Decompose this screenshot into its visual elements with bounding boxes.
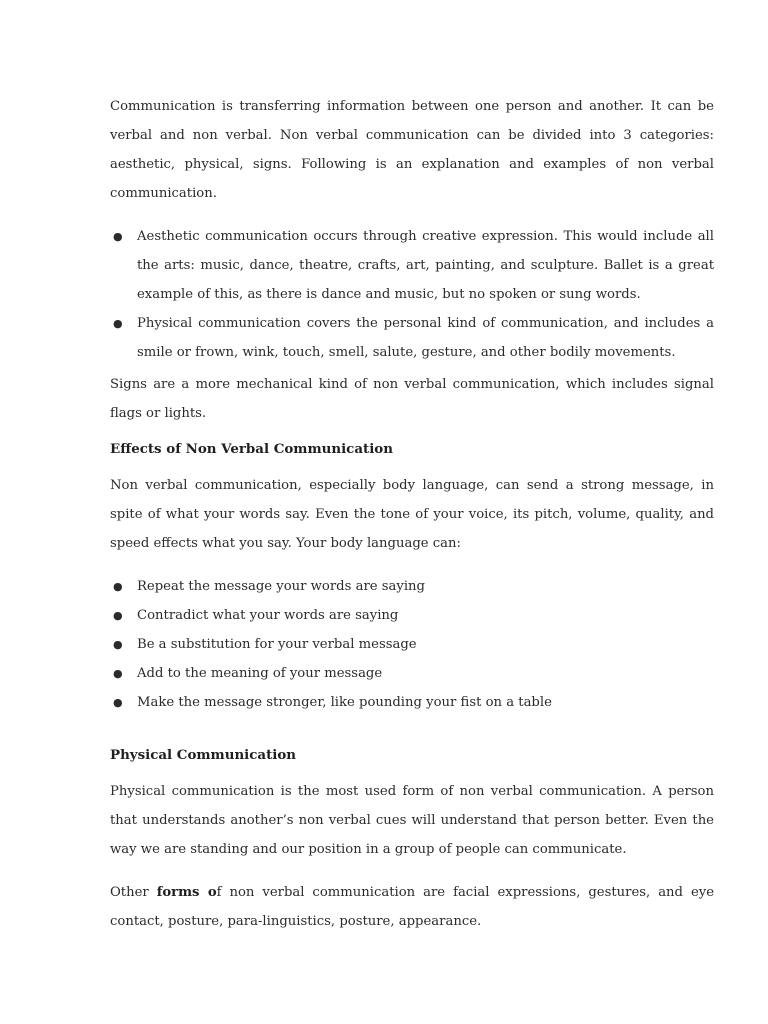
other-forms-rest: f non verbal communication are facial expressions, gestures, and eye contact, posture, para-linguistics, posture, appearance.	[110, 885, 715, 929]
bullet-icon: ●	[113, 696, 123, 709]
list-item-text: Repeat the message your words are saying	[137, 579, 425, 594]
bullet-icon: ●	[113, 230, 123, 243]
document-page	[110, 92, 714, 936]
effects-paragraph: Non verbal communication, especially body language, can send a strong message, in spite of what your words say. Even the tone of your voice, its pitch, volume, quality, and speed effects what you say. Your body language can:	[110, 478, 714, 551]
list-item	[110, 688, 714, 717]
categories-list	[110, 222, 714, 367]
intro-paragraph: Communication is transferring information between one person and another. It can be verbal and non verbal. Non verbal communication can be divided into 3 categories: aesthetic, physical, signs. Following is an explanation and examples of non verbal communication.	[110, 99, 714, 201]
list-item-text: Physical communication covers the personal kind of communication, and includes a smile or frown, wink, touch, smell, salute, gesture, and other bodily movements.	[137, 316, 714, 360]
other-forms-lead: Other	[110, 885, 157, 900]
list-item	[110, 309, 714, 367]
bullet-icon: ●	[113, 667, 123, 680]
list-item	[110, 630, 714, 659]
bullet-icon: ●	[113, 317, 123, 330]
bullet-icon: ●	[113, 609, 123, 622]
body-language-list	[110, 572, 714, 717]
physical-paragraph: Physical communication is the most used form of non verbal communication. A person that understands another’s non verbal cues will understand that person better. Even the way we are standing and our position in a group of people can communicate.	[110, 784, 714, 857]
list-item-text: Add to the meaning of your message	[137, 666, 383, 681]
effects-heading-row	[110, 435, 714, 464]
effects-heading: Effects of Non Verbal Communication	[110, 441, 393, 457]
other-forms-bold: forms o	[156, 885, 217, 900]
list-item	[110, 601, 714, 630]
list-item-text: Be a substitution for your verbal message	[137, 637, 417, 652]
signs-paragraph: Signs are a more mechanical kind of non verbal communication, which includes signal flags or lights.	[110, 377, 714, 421]
list-item	[110, 659, 714, 688]
other-forms-paragraph	[110, 878, 714, 936]
bullet-icon: ●	[113, 638, 123, 651]
list-item-text: Make the message stronger, like pounding your fist on a table	[137, 695, 552, 710]
physical-heading: Physical Communication	[110, 747, 297, 763]
bullet-icon: ●	[113, 580, 123, 593]
list-item	[110, 572, 714, 601]
list-item	[110, 222, 714, 309]
list-item-text: Contradict what your words are saying	[137, 608, 399, 623]
physical-heading-row	[110, 741, 714, 770]
list-item-text: Aesthetic communication occurs through creative expression. This would include all the arts: music, dance, theatre, crafts, art, painting, and sculpture. Ballet is a great example of this, as there is dance and music, but no spoken or sung words.	[137, 229, 714, 302]
